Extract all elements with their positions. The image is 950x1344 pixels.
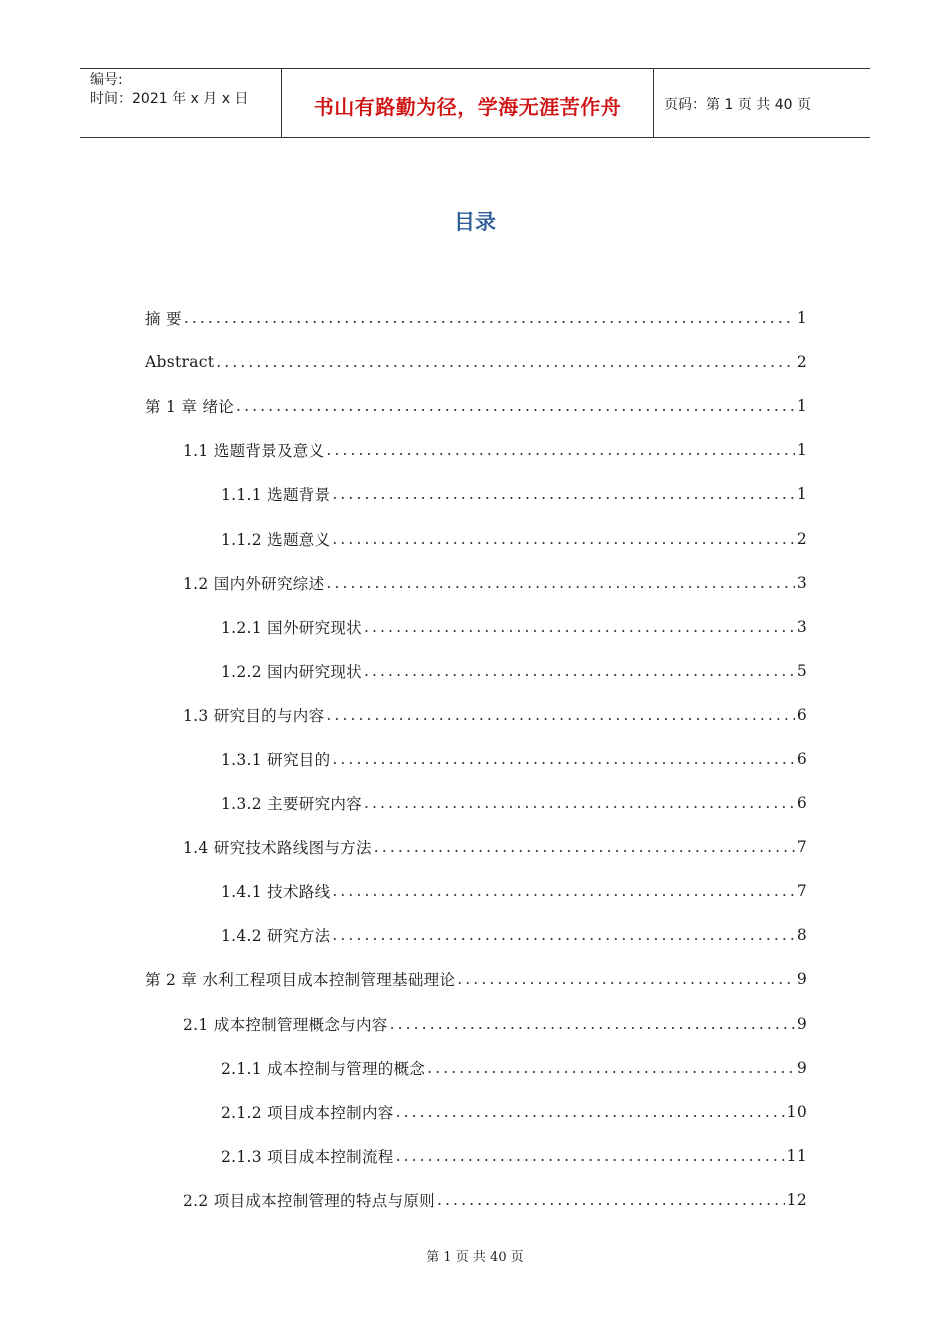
toc-leader-dots xyxy=(364,794,795,812)
toc-entry-page: 11 xyxy=(786,1146,807,1165)
toc-leader-dots xyxy=(236,397,795,415)
toc-entry-label: 1.1 选题背景及意义 xyxy=(183,442,325,461)
toc-entry-label: 1.2.2 国内研究现状 xyxy=(221,662,362,681)
document-date-label: 时间：2021 年 x 月 x 日 xyxy=(90,91,249,107)
toc-leader-dots xyxy=(364,662,795,680)
toc-entry-page: 3 xyxy=(796,573,807,592)
toc-entry[interactable] xyxy=(145,781,807,825)
header-page-counter: 页码：第 1 页 共 40 页 xyxy=(664,97,811,113)
toc-entry-label: 摘 要 xyxy=(145,310,182,329)
toc-entry[interactable] xyxy=(145,340,807,384)
toc-entry-label: 2.1.3 项目成本控制流程 xyxy=(221,1147,394,1166)
toc-leader-dots xyxy=(332,530,794,548)
toc-leader-dots xyxy=(326,706,794,724)
toc-entry[interactable] xyxy=(145,561,807,605)
toc-entry-label: 1.2 国内外研究综述 xyxy=(183,574,325,593)
toc-entry[interactable] xyxy=(145,1090,807,1134)
toc-entry-page: 6 xyxy=(796,794,807,813)
table-of-contents xyxy=(145,296,807,1222)
toc-entry[interactable] xyxy=(145,913,807,957)
header-meta xyxy=(80,69,282,137)
toc-entry-page: 1 xyxy=(796,441,807,460)
toc-entry-page: 1 xyxy=(796,309,807,328)
toc-leader-dots xyxy=(396,1103,785,1121)
toc-entry-label: 第 1 章 绪论 xyxy=(145,398,235,417)
toc-leader-dots xyxy=(332,882,794,900)
toc-entry[interactable] xyxy=(145,649,807,693)
toc-entry-label: 1.4.1 技术路线 xyxy=(221,883,331,902)
toc-entry[interactable] xyxy=(145,605,807,649)
toc-entry-page: 8 xyxy=(796,926,807,945)
toc-entry-label: Abstract xyxy=(145,353,215,372)
toc-leader-dots xyxy=(332,926,794,944)
toc-entry[interactable] xyxy=(145,957,807,1001)
page-header xyxy=(80,68,870,138)
toc-entry[interactable] xyxy=(145,825,807,869)
toc-entry-label: 2.1 成本控制管理概念与内容 xyxy=(183,1015,388,1034)
toc-entry[interactable] xyxy=(145,1046,807,1090)
toc-entry-page: 12 xyxy=(786,1190,807,1209)
toc-entry[interactable] xyxy=(145,472,807,516)
toc-entry-label: 1.3.1 研究目的 xyxy=(221,750,331,769)
toc-entry-label: 2.1.1 成本控制与管理的概念 xyxy=(221,1059,426,1078)
toc-entry-label: 第 2 章 水利工程项目成本控制管理基础理论 xyxy=(145,971,456,990)
toc-entry-page: 6 xyxy=(796,705,807,724)
toc-entry-page: 5 xyxy=(796,661,807,680)
toc-leader-dots xyxy=(364,618,795,636)
toc-leader-dots xyxy=(332,750,794,768)
toc-entry-page: 1 xyxy=(796,485,807,504)
toc-entry-label: 1.4 研究技术路线图与方法 xyxy=(183,839,372,858)
toc-entry-page: 6 xyxy=(796,749,807,768)
toc-leader-dots xyxy=(396,1147,785,1165)
page-title: 目录 xyxy=(454,210,496,234)
toc-entry-page: 2 xyxy=(796,529,807,548)
toc-entry-page: 7 xyxy=(796,882,807,901)
toc-entry-page: 9 xyxy=(796,1058,807,1077)
toc-entry[interactable] xyxy=(145,1134,807,1178)
toc-entry-page: 9 xyxy=(796,970,807,989)
toc-leader-dots xyxy=(326,574,794,592)
toc-entry-label: 1.4.2 研究方法 xyxy=(221,927,331,946)
toc-entry[interactable] xyxy=(145,516,807,560)
toc-entry-label: 1.2.1 国外研究现状 xyxy=(221,618,362,637)
toc-leader-dots xyxy=(374,838,795,856)
toc-entry[interactable] xyxy=(145,1178,807,1222)
toc-leader-dots xyxy=(437,1191,785,1209)
header-motto: 书山有路勤为径，学海无涯苦作舟 xyxy=(282,69,654,137)
toc-entry-page: 10 xyxy=(786,1102,807,1121)
toc-entry-label: 2.2 项目成本控制管理的特点与原则 xyxy=(183,1191,435,1210)
toc-entry[interactable] xyxy=(145,737,807,781)
toc-entry-label: 2.1.2 项目成本控制内容 xyxy=(221,1103,394,1122)
toc-entry-label: 1.3.2 主要研究内容 xyxy=(221,795,362,814)
document-number-label: 编号: xyxy=(90,72,123,88)
toc-entry-label: 1.1.1 选题背景 xyxy=(221,486,331,505)
toc-leader-dots xyxy=(184,309,795,327)
toc-entry[interactable] xyxy=(145,869,807,913)
toc-leader-dots xyxy=(326,441,794,459)
toc-entry[interactable] xyxy=(145,428,807,472)
toc-leader-dots xyxy=(427,1059,795,1077)
page-footer: 第 1 页 共 40 页 xyxy=(426,1250,524,1265)
toc-entry[interactable] xyxy=(145,1002,807,1046)
toc-leader-dots xyxy=(390,1015,795,1033)
toc-entry[interactable] xyxy=(145,296,807,340)
toc-entry[interactable] xyxy=(145,384,807,428)
toc-leader-dots xyxy=(457,970,795,988)
toc-entry-page: 7 xyxy=(796,838,807,857)
toc-entry-label: 1.1.2 选题意义 xyxy=(221,530,331,549)
toc-entry-page: 2 xyxy=(796,353,807,372)
toc-leader-dots xyxy=(332,485,794,503)
toc-entry[interactable] xyxy=(145,693,807,737)
toc-entry-page: 9 xyxy=(796,1014,807,1033)
toc-entry-page: 1 xyxy=(796,397,807,416)
toc-leader-dots xyxy=(216,353,795,371)
toc-entry-page: 3 xyxy=(796,617,807,636)
toc-entry-label: 1.3 研究目的与内容 xyxy=(183,706,325,725)
